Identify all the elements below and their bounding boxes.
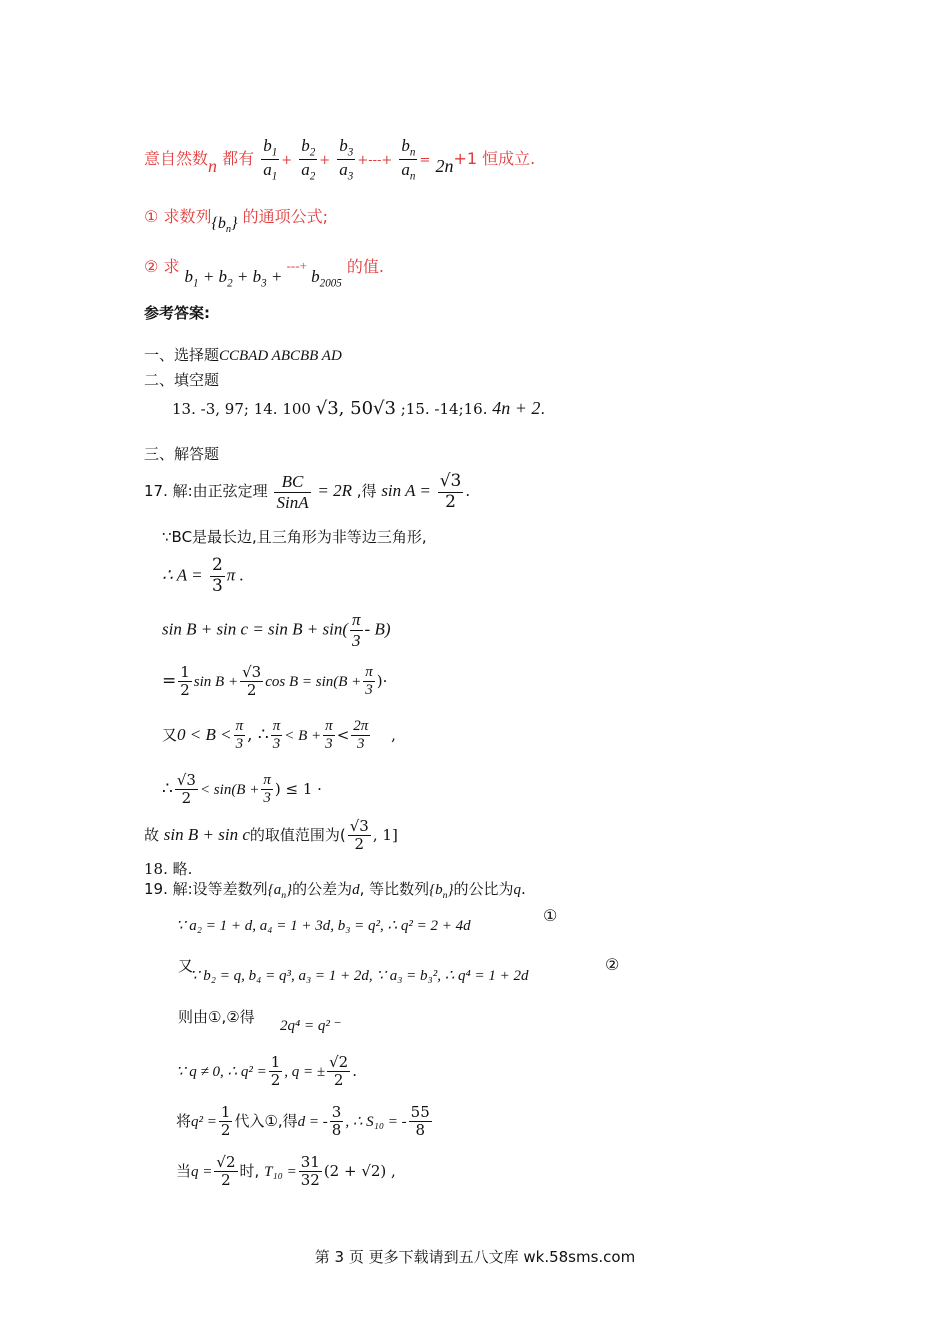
frac-b3-a3: $\frac{b_3}{a_3}$ [339,136,354,183]
frac-pi-3f: $\frac{\pi}{3}$ [263,772,271,807]
q17-line3-a: 0 < B < [177,724,232,744]
q19-eq4-a: ∵ q ≠ 0, ∴ q² = [176,1063,267,1080]
q19-end: . [521,880,526,898]
q17-line-sum [162,610,391,650]
q17-line2-end: )· [376,671,388,690]
q17-line3-b: , ∴ [247,724,269,745]
seq-a: a [273,882,282,898]
q19-eq3: 2q⁴ = q² ⁻ [280,1018,342,1034]
fill-14-value: √3, 50√3 [315,398,396,419]
q19-head-text: 19. 解:设等差数列 [144,880,268,898]
frac-pi-3e: $\frac{\pi}{3}$ [325,718,333,753]
frac-31-32: $\frac{31}{32}$ [300,1153,320,1190]
part1-text-b: 的通项公式; [242,207,328,226]
choice-label: 一、选择题 [144,346,220,364]
q17-head: 17. 解:由正弦定理 [144,482,268,501]
q17-line3-c: < B + [284,727,322,744]
q19-eq2: ∵ b₂ = q, b₄ = q³, a₃ = 1 + 2d, ∵ a₃ = b₃², ∴ q⁴ = 1 + 2d [190,968,529,984]
q19-eq2-mark: ② [605,955,620,974]
sum-b-series: $b_1 + b_2 + b_3 + ^{---+}$ $b_{2005}$ [184,258,342,290]
q19-eq4-b: , q = ± [284,1063,326,1080]
fill-16-value: 4n + 2 [492,398,541,418]
frac-2-3: $\frac{2}{3}$ [211,555,223,596]
q17-line-expand: = $\frac{1}{2}$ sin B + $\frac{√3}{2}$ cos B = sin(B + $\frac{\pi}{3}$ )· [162,663,388,700]
frac-sqrt3-2d: $\frac{√3}{2}$ [349,817,369,854]
frac-bn-an: $\frac{b_n}{a_n}$ [401,136,416,183]
part1-text-a: 求数列 [163,207,212,226]
seq-bn: $\{b_n\}$ [211,215,238,236]
frac-sqrt2-2b: $\frac{√2}{2}$ [216,1153,236,1190]
q19-eq5-c: 代入①,得 [234,1111,298,1130]
q17-line3-prefix: 又 [162,725,178,744]
part2-text-b: 的值. [346,257,384,276]
q17-line3-d: < [336,725,350,744]
q17-line1-tail: - B) [364,619,391,639]
q19-eq6-e: (2 + √2) , [323,1161,396,1180]
q17-because: ∵BC是最长边,且三角形为非等边三角形, [162,528,427,546]
fill-label: 二、填空题 [144,371,220,389]
frac-55-8: $\frac{55}{8}$ [410,1103,430,1140]
q17-conclusion-b: sin B + sin c [163,824,250,844]
fill-15-16: ;15. -14;16. [400,400,488,418]
frac-sqrt2-2: $\frac{√2}{2}$ [329,1053,349,1090]
q19-eq5-e: , ∴ S₁₀ = - [345,1113,407,1130]
problem-suffix-text: +1 恒成立. [453,149,536,169]
frac-1-2: $\frac{1}{2}$ [180,663,190,700]
q17-conclusion-a: 故 [144,825,160,844]
q17-conclusion [144,818,398,854]
part1 [144,204,328,236]
var-n: n [208,156,218,177]
q19-mid2: , 等比数列 [359,880,430,898]
frac-1-2c: $\frac{1}{2}$ [220,1103,231,1140]
problem-prefix-text: 意自然数 [144,149,209,169]
frac-2pi-3: $\frac{2\pi}{3}$ [353,718,369,753]
q17-line4-c: ) ≤ 1 · [274,779,322,798]
q17-line1: 17. 解:由正弦定理 $\frac{BC}{\text{SinA}}$ = 2R ,得 sin A = $\frac{√3}{2}$ . [144,471,471,512]
q19-eq5 [176,1104,434,1140]
q19-eq6-d: T₁₀ = [264,1163,297,1180]
q17-sinA: sin A = [381,481,431,501]
q19-mid1: 的公差为 [292,880,353,898]
q17-line2-mid: sin B + [193,673,239,690]
fill-end-dot: . [540,400,546,418]
choice-answers: CCBAD ABCBB AD [219,348,342,364]
frac-b2-a2: $\frac{b_2}{a_2}$ [301,136,316,183]
frac-sqrt3-2b: $\frac{√3}{2}$ [242,663,262,700]
ellipsis-dots: --- [368,153,382,169]
part1-marker: ① [144,207,159,226]
fill-14: 14. 100 [253,400,311,418]
q19-eq1: ∵ a₂ = 1 + d, a₄ = 1 + 3d, b₃ = q², ∴ q² = 2 + 4d [176,918,471,934]
page-footer: 第 3 页 更多下载请到五八文库 wk.58sms.com [314,1248,636,1266]
frac-1-2b: $\frac{1}{2}$ [270,1053,281,1090]
q19-eq3-prefix: 则由①,②得 [178,1008,255,1026]
q18: 18. 略. [144,860,193,878]
q19-eq5-d: d = - [297,1113,328,1130]
q19-eq1-mark: ① [543,906,558,925]
problem-condition: 意自然数n 都有 $\frac{b_1}{a_1}$ + $\frac{b_2}{a_2}$ + $\frac{b_3}{a_3}$ +---+ $\frac{b_n}{a_n}$ = 2n+1 恒成立. [144,136,536,183]
q19-eq5-b: q² = [191,1113,217,1130]
rhs-2n: 2n [435,156,454,177]
q17-line2-tail: cos B = sin(B + [265,673,362,690]
solve-label: 三、解答题 [144,445,220,463]
q17-A-tail: π . [226,565,244,585]
q17-A-value [162,556,244,596]
frac-sqrt3-2: $\frac{√3}{2}$ [439,471,462,512]
q19-eq2-prefix: 又 [178,957,194,975]
part2-text-a: 求 [163,257,180,276]
frac-pi-3: $\frac{\pi}{3}$ [352,610,361,650]
q19-head: 19. 解:设等差数列$\{a_n\}$的公差为d, 等比数列$\{b_n\}$的公比为q. [144,880,526,901]
part2-marker: ② [144,257,159,276]
frac-pi-3b: $\frac{\pi}{3}$ [365,664,373,699]
seq-b: b [435,882,443,898]
var-d: d [352,882,360,898]
q17-line1-text: sin B + sin c = sin B + sin( [162,619,348,639]
answers-heading: 参考答案: [144,304,210,322]
q19-eq6-a: 当 [176,1161,192,1180]
fill-13: 13. -3, 97; [172,400,249,418]
q19-eq4-c: . [352,1061,357,1080]
q19-eq6 [176,1154,396,1190]
q17-conclusion-c: 的取值范围为( [249,825,346,844]
frac-pi-3d: $\frac{\pi}{3}$ [272,718,281,753]
q17-line3-e: , [391,725,396,744]
part2 [144,254,384,290]
q19-mid3: 的公比为 [453,880,514,898]
q17-line-bound [162,772,322,808]
q19-eq6-b: q = [191,1163,213,1180]
section-choice [144,344,342,365]
frac-pi-3c: $\frac{\pi}{3}$ [235,718,244,753]
q17-line4-a: ∴ [162,778,173,799]
frac-3-8: $\frac{3}{8}$ [331,1103,342,1140]
last-index: 2005 [319,277,342,290]
q17-get: ,得 [356,482,377,501]
q19-eq5-a: 将 [176,1111,192,1130]
q17-ratio-rhs: = 2R [317,481,352,501]
q17-line-range [162,718,396,754]
problem-mid-text: 都有 [222,149,255,169]
q19-eq4 [176,1054,357,1090]
frac-bc-sina: $\frac{BC}{\text{SinA}}$ [276,472,309,512]
q17-conclusion-d: , 1] [372,825,398,844]
q17-therefore-A: ∴ A = [162,565,203,585]
q17-line4-b: < sin(B + [199,781,260,798]
frac-sqrt3-2c: $\frac{√3}{2}$ [176,771,196,808]
fill-answers [172,398,545,419]
var-q: q [513,882,522,898]
frac-b1-a1: $\frac{b_1}{a_1}$ [263,136,278,183]
q19-eq6-c: 时, [239,1161,260,1180]
